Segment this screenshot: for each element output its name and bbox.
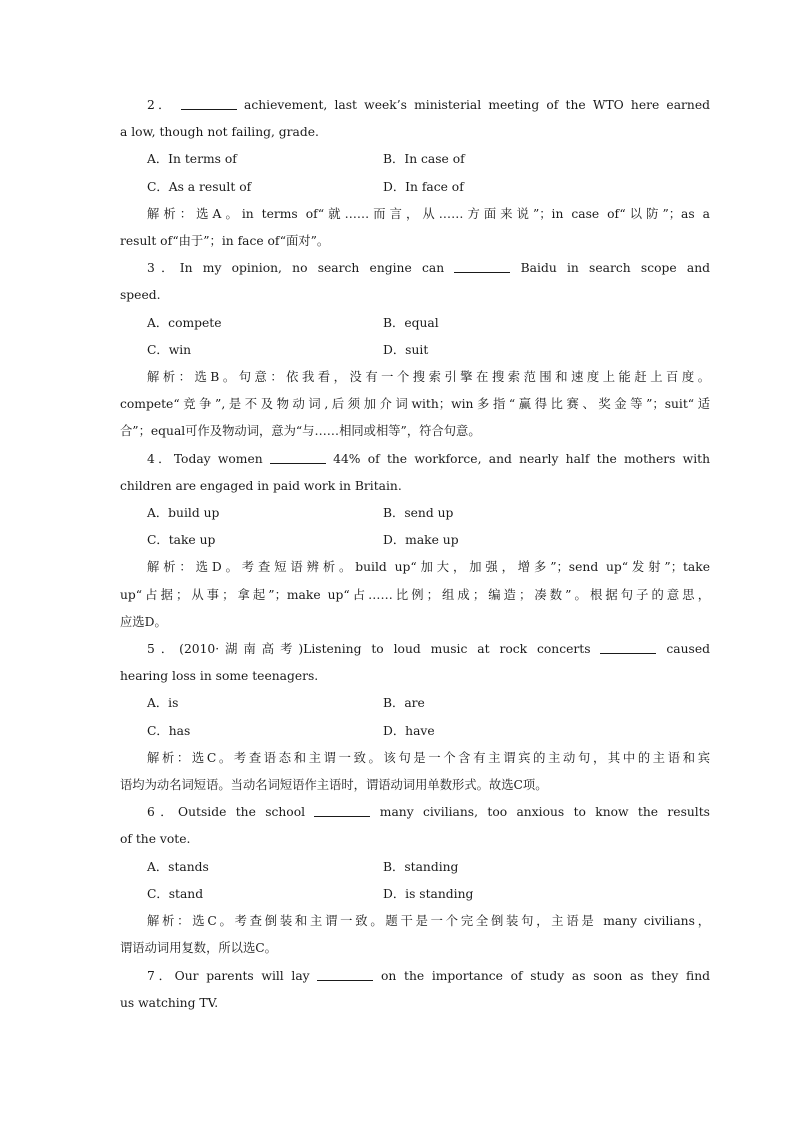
option-b: B．send up — [383, 506, 454, 521]
answer-blank — [314, 804, 370, 817]
question-4-analysis-line2: up“占据；从事；拿起”；make up“占……比例；组成；编造；凑数”。根据句子的意思， — [120, 587, 710, 602]
answer-blank — [600, 641, 656, 654]
option-d: D．make up — [383, 533, 459, 548]
answer-blank — [181, 97, 237, 110]
question-5-stem-line2: hearing loss in some teenagers. — [120, 669, 319, 684]
question-7-stem-line2: us watching TV. — [120, 995, 219, 1010]
question-6-stem-line2: of the vote. — [120, 832, 191, 847]
option-c: C．has — [147, 723, 191, 738]
question-4-analysis: 解析：选D。考查短语辨析。build up“加大，加强，增多”；send up“发射”；take — [147, 560, 710, 575]
question-number: 5． — [147, 642, 180, 657]
question-2-stem-line2: a low, though not failing, grade. — [120, 125, 319, 140]
option-a: A．build up — [147, 506, 220, 521]
answer-blank — [454, 260, 510, 273]
option-d: D．suit — [383, 342, 429, 357]
question-3-analysis-line2: compete“竞争”,是不及物动词,后须加介词with；win多指“赢得比赛、奖金等”；suit“适 — [120, 397, 710, 412]
question-5-stem: 5．(2010·湖南高考)Listening to loud music at rock concerts caused — [147, 642, 710, 657]
option-b: B．In case of — [383, 152, 465, 167]
question-3-options-row1 — [120, 310, 710, 337]
option-b: B．equal — [383, 315, 439, 330]
option-b: B．standing — [383, 859, 459, 874]
question-3-analysis: 解析：选B。句意：依我看，没有一个搜索引擎在搜索范围和速度上能赶上百度。 — [147, 370, 710, 385]
option-d: D．In face of — [383, 179, 464, 194]
question-2-stem: 2． achievement, last week’s ministerial meeting of the WTO here earned — [147, 98, 710, 112]
question-6-options-row1 — [120, 854, 710, 881]
option-b: B．are — [383, 696, 425, 711]
option-d: D．is standing — [383, 886, 474, 901]
option-a: A．stands — [147, 859, 209, 874]
question-3-stem-line2: speed. — [120, 288, 161, 303]
option-d: D．have — [383, 723, 435, 738]
question-5-analysis-line2: 语均为动名词短语。当动名词短语作主语时，谓语动词用单数形式。故选C项。 — [120, 778, 548, 793]
question-2-options-row1 — [120, 146, 710, 173]
answer-blank — [270, 451, 326, 464]
question-6-analysis-line2: 谓语动词用复数，所以选C。 — [120, 941, 277, 956]
option-c: C．As a result of — [147, 179, 252, 194]
question-number: 6． — [147, 805, 179, 820]
question-2-analysis-line2: result of“由于”；in face of“面对”。 — [120, 234, 330, 249]
question-number: 7． — [147, 968, 175, 983]
question-5-options-row1 — [120, 690, 710, 717]
question-2-analysis: 解析：选A。in terms of“就……而言，从……方面来说”；in case of“以防”；as a — [147, 206, 710, 221]
question-4-analysis-line3: 应选D。 — [120, 614, 167, 629]
question-4-options-row1 — [120, 500, 710, 527]
question-3-analysis-line3: 合”；equal可作及物动词，意为“与……相同或相等”，符合句意。 — [120, 424, 481, 439]
question-2-options-row2 — [120, 174, 710, 201]
document-page — [120, 92, 710, 1017]
option-a: A．compete — [147, 315, 222, 330]
question-number: 2． — [147, 98, 174, 112]
answer-blank — [317, 968, 373, 981]
question-4-stem-line2: children are engaged in paid work in Britain. — [120, 478, 402, 493]
question-6-stem: 6．Outside the school many civilians, too anxious to know the results — [147, 805, 710, 820]
question-3-options-row2 — [120, 337, 710, 364]
option-a: A．In terms of — [147, 152, 237, 167]
option-c: C．stand — [147, 886, 204, 901]
question-4-options-row2 — [120, 527, 710, 554]
question-6-options-row2 — [120, 881, 710, 908]
question-4-stem: 4．Today women 44% of the workforce, and nearly half the mothers with — [147, 451, 710, 466]
question-5-analysis: 解析：选C。考查语态和主谓一致。该句是一个含有主谓宾的主动句，其中的主语和宾 — [147, 750, 710, 765]
question-number: 3． — [147, 261, 180, 276]
option-a: A．is — [147, 696, 179, 711]
question-6-analysis: 解析：选C。考查倒装和主谓一致。题干是一个完全倒装句，主语是 many civilians， — [147, 914, 710, 929]
option-c: C．take up — [147, 533, 216, 548]
option-c: C．win — [147, 342, 192, 357]
question-3-stem: 3．In my opinion, no search engine can Baidu in search scope and — [147, 261, 710, 276]
question-5-options-row2 — [120, 718, 710, 745]
question-number: 4． — [147, 451, 174, 466]
question-7-stem: 7．Our parents will lay on the importance of study as soon as they find — [147, 968, 710, 983]
